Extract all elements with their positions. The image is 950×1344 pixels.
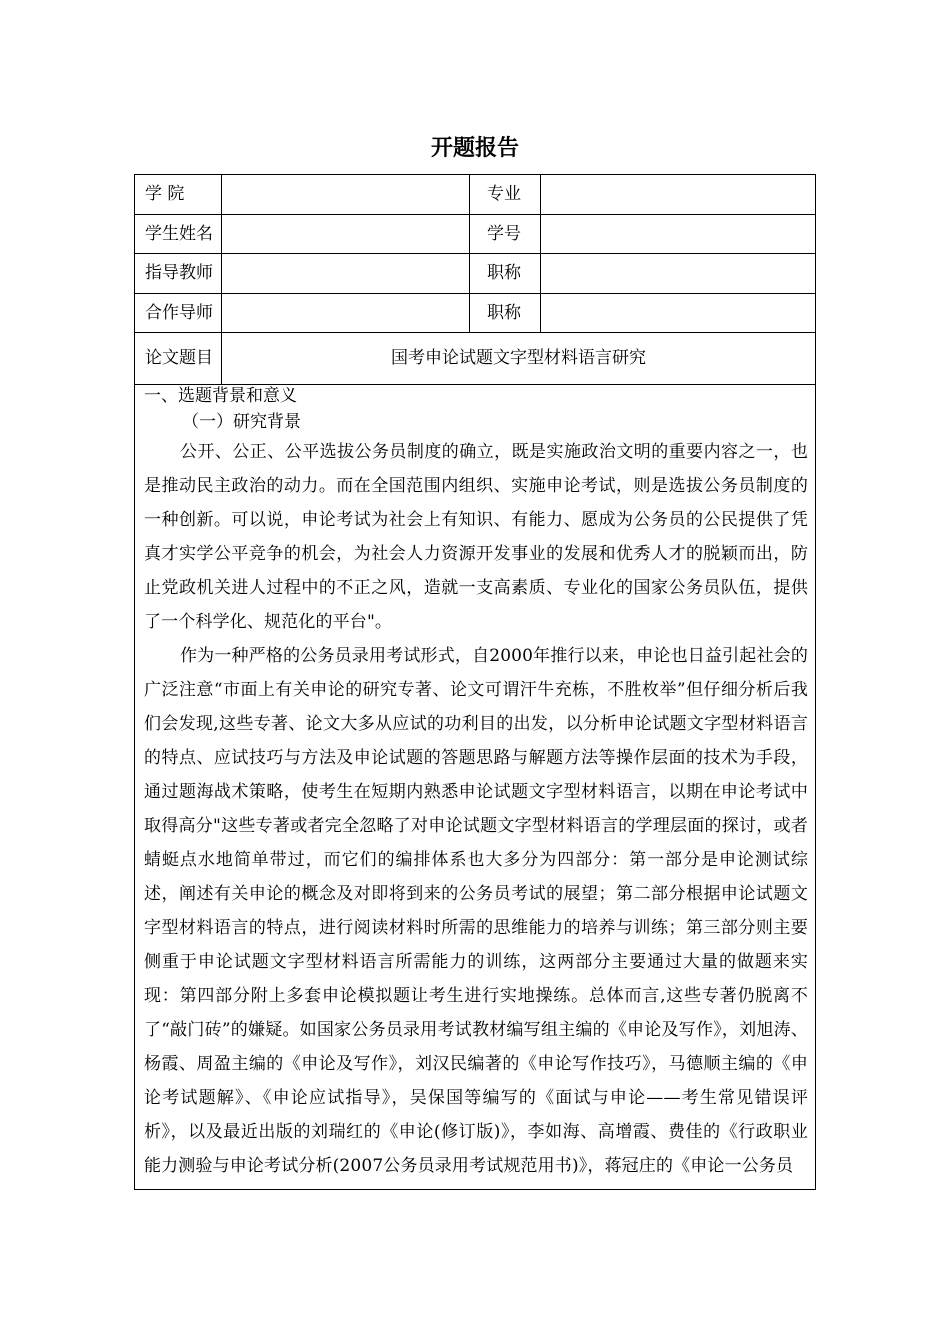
student-name-field[interactable] [222,215,469,253]
thesis-title-value: 国考申论试题文字型材料语言研究 [391,348,646,368]
section-heading: 一、选题背景和意义 [144,386,297,406]
advisor-field[interactable] [222,254,469,293]
advisor-title-field[interactable] [541,254,815,293]
body-paragraph: 公开、公正、公平选拔公务员制度的确立，既是实施政治文明的重要内容之一，也是推动民主政治的动力。而在全国范围内组织、实施申论考试，则是选拔公务员制度的一种创新。可以说，申论考试为社会上有知识、有能力、愿成为公务员的公民提供了凭真才实学公平竞争的机会，为社会人力资源开发事业的发展和优秀人才的脱颖而出，防止党政机关进人过程中的不正之风，造就一支高素质、专业化的国家公务员队伍，提供了一个科学化、规范化的平台"。 [144,442,808,632]
body-paragraph: 作为一种严格的公务员录用考试形式，自2000年推行以来，申论也日益引起社会的广泛注意“市面上有关申论的研究专著、论文可谓汗牛充栋，不胜枚举”但仔细分析后我们会发现,这些专著、论文大多从应试的功利目的出发，以分析申论试题文字型材料语言的特点、应试技巧与方法及申论试题的答题思路与解题方法等操作层面的技术为手段，通过题海战术策略，使考生在短期内熟悉申论试题文字型材料语言，以期在申论考试中取得高分"这些专著或者完全忽略了对申论试题文字型材料语言的学理层面的探讨，或者蜻蜓点水地简单带过，而它们的编排体系也大多分为四部分：第一部分是申论测试综述，阐述有关申论的概念及对即将到来的公务员考试的展望；第二部分根据申论试题文字型材料语言的特点，进行阅读材料时所需的思维能力的培养与训练；第三部分则主要侧重于申论试题文字型材料语言所需能力的训练，这两部分主要通过大量的做题来实现：第四部分附上多套申论模拟题让考生进行实地操练。总体而言,这些专著仍脱离不了“敲门砖”的嫌疑。如国家公务员录用考试教材编写组主编的《申论及写作》，刘旭涛、杨霞、周盈主编的《申论及写作》，刘汉民编著的《申论写作技巧》，马德顺主编的《申论考试题解》、《申论应试指导》，吴保国等编写的《面试与申论——考生常见错误评析》，以及最近出版的刘瑞红的《申论(修订版)》，李如海、高增霞、费佳的《行政职业能力测验与申论考试分析(2007公务员录用考试规范用书)》，蒋冠庄的《申论一公务员 [144,646,808,1176]
student-id-field[interactable] [541,215,815,253]
college-label: 学 院 [145,184,185,204]
subsection-heading: （一）研究背景 [182,412,301,432]
advisor-title-label: 职称 [487,263,521,283]
major-label: 专业 [487,184,521,204]
proposal-form-table [134,174,816,1190]
student-name-label: 学生姓名 [145,224,213,244]
co-advisor-title-label: 职称 [487,303,521,323]
advisor-label: 指导教师 [145,263,213,283]
thesis-title-label: 论文题目 [145,348,213,368]
student-id-label: 学号 [487,224,521,244]
college-field[interactable] [222,176,469,214]
proposal-content [144,383,808,1183]
column-divider [469,175,470,332]
document-title: 开题报告 [430,136,519,161]
co-advisor-field[interactable] [222,294,469,332]
row-divider [135,332,815,333]
co-advisor-title-field[interactable] [541,294,815,332]
major-field[interactable] [541,176,815,214]
co-advisor-label: 合作导师 [145,303,213,323]
